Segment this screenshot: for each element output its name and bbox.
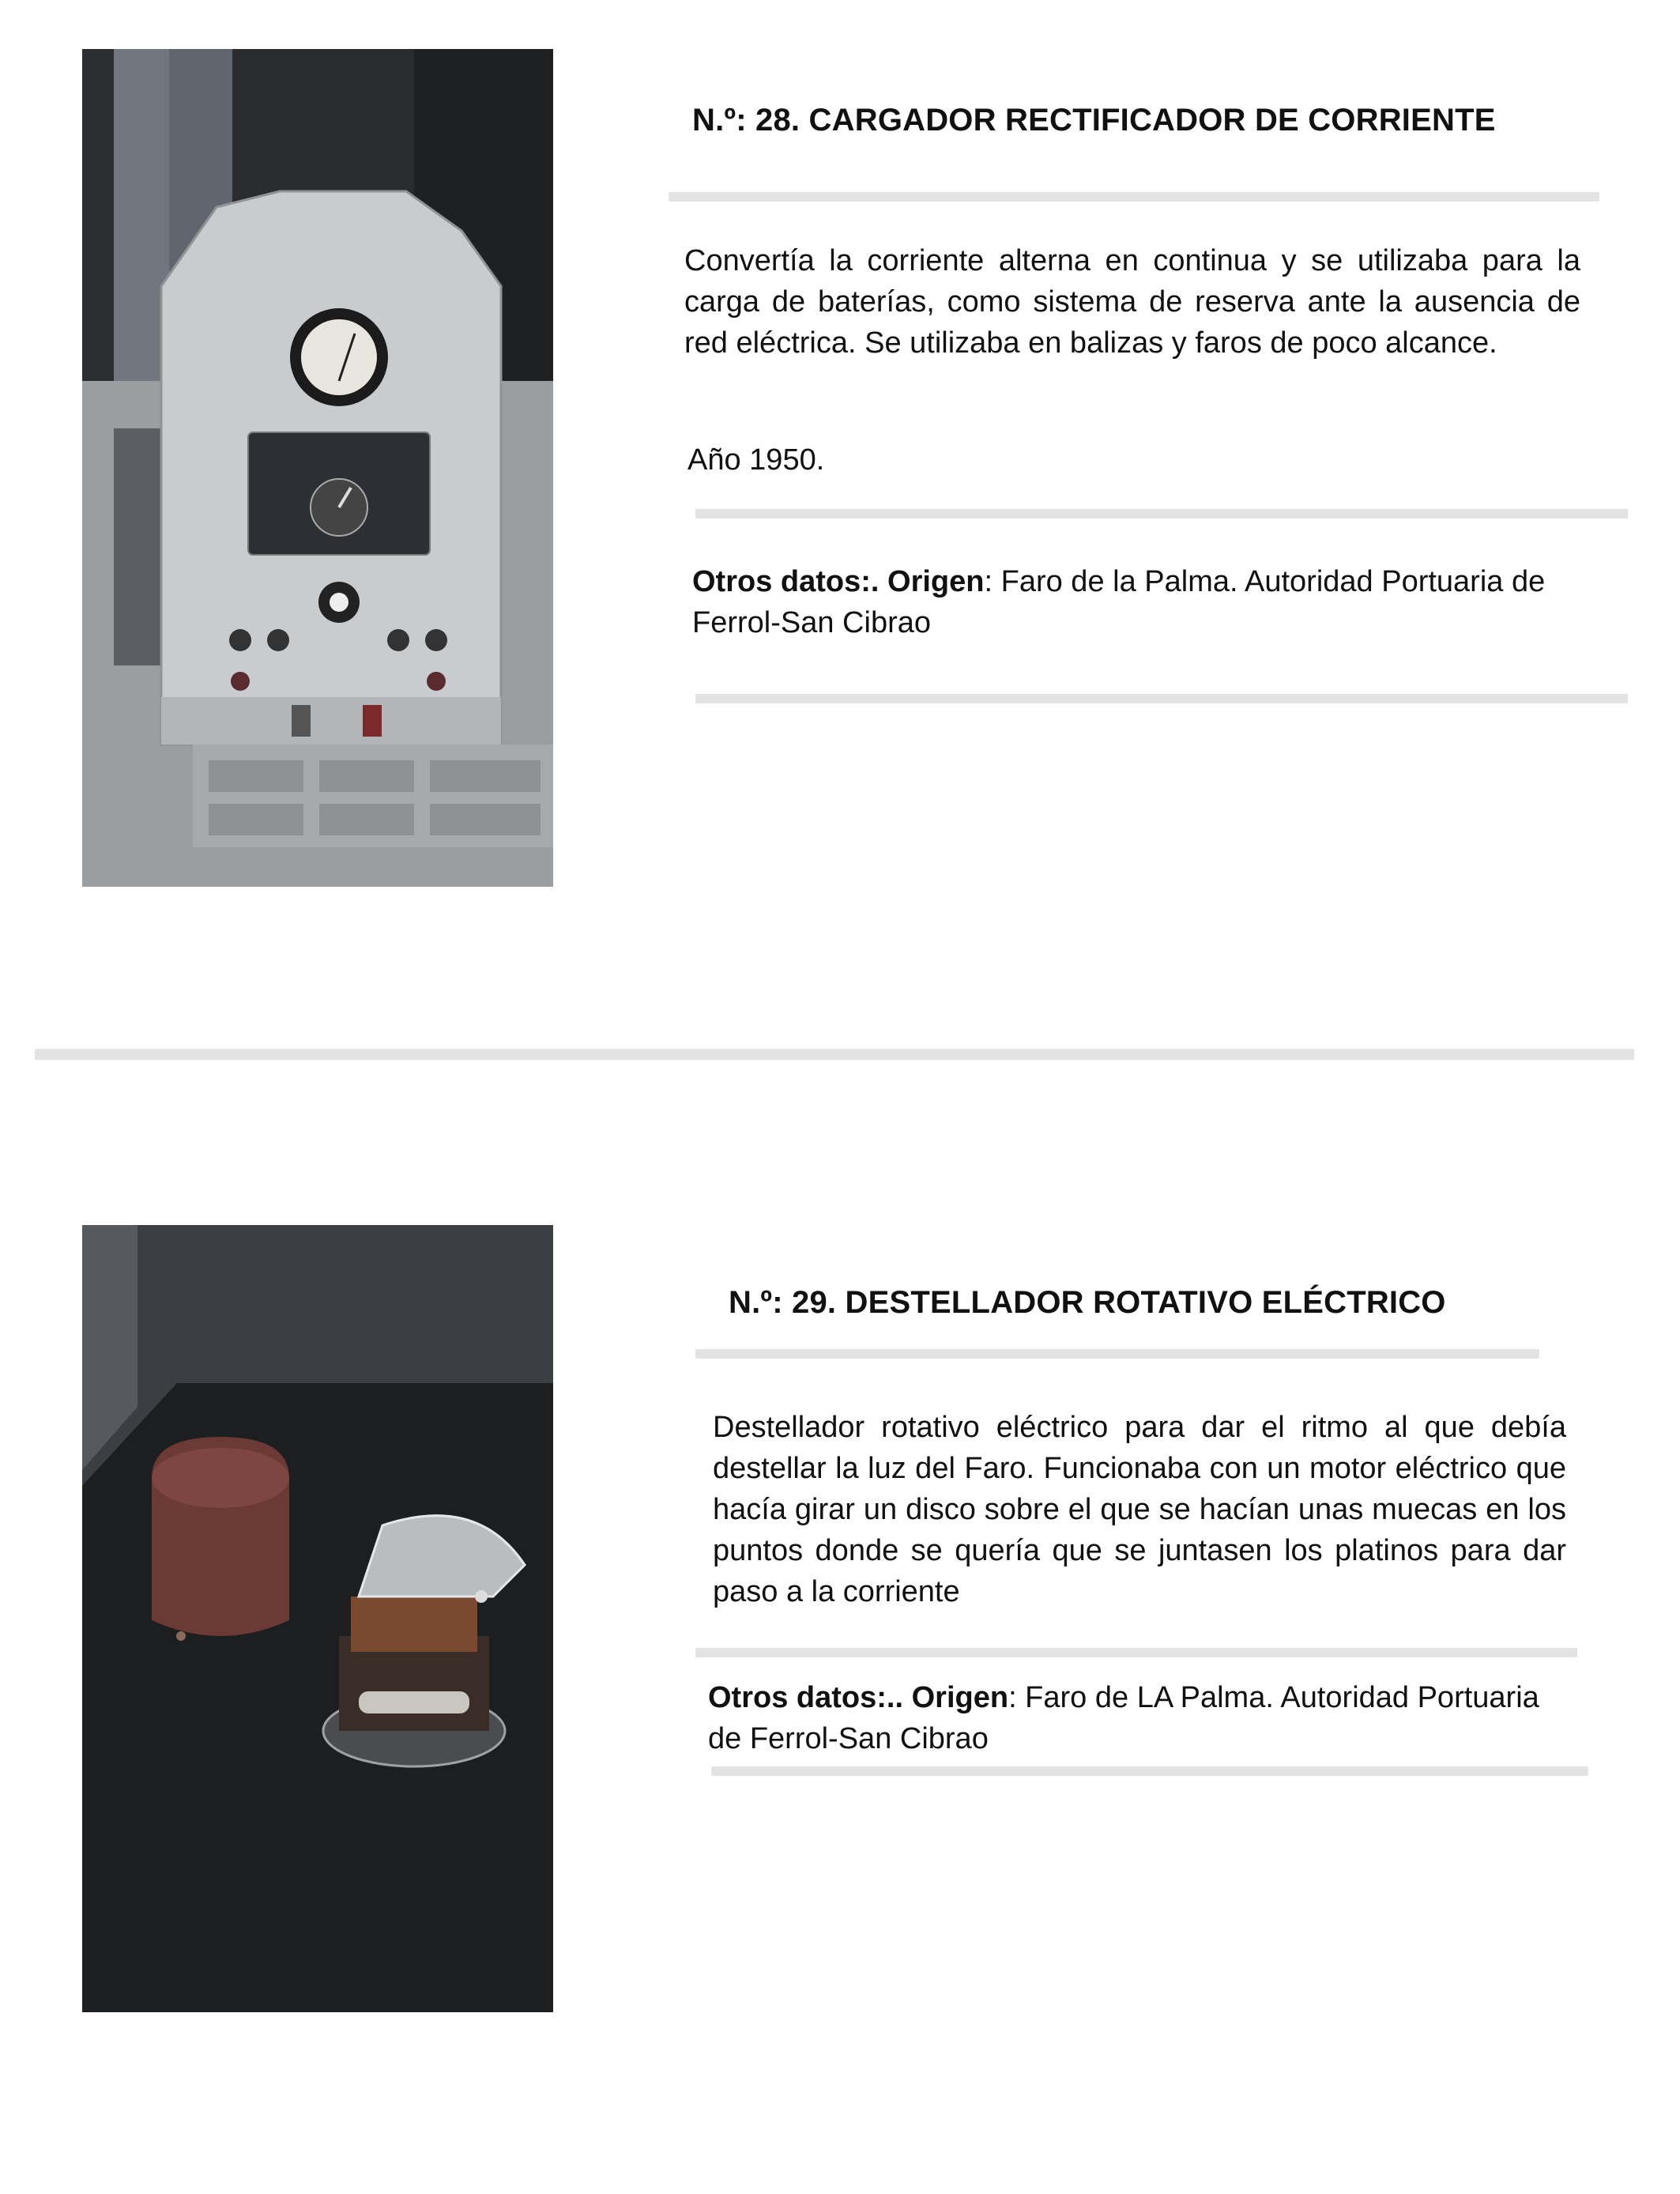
rectifier-charger-photo bbox=[82, 49, 553, 887]
divider bbox=[711, 1766, 1588, 1776]
rotary-flasher-photo bbox=[82, 1225, 553, 2012]
other-data-label: Otros datos: bbox=[708, 1681, 887, 1714]
item-year: Año 1950. bbox=[687, 443, 825, 477]
section-separator bbox=[35, 1049, 1634, 1060]
origin-text: : Faro de LA Palma. Autoridad Portuaria de Ferrol-San Cibrao bbox=[708, 1681, 1539, 1755]
divider bbox=[695, 694, 1628, 703]
origin-text: : Faro de la Palma. Autoridad Portuaria de Ferrol-San Cibrao bbox=[692, 565, 1546, 639]
item-description: Destellador rotativo eléctrico para dar el ritmo al que debía destellar la luz del Faro. Funcionaba con un motor eléctrico que hacía girar un disco sobre el que se hacían unas muecas en los puntos donde se quería que se juntasen los platinos para dar paso a la corriente bbox=[713, 1411, 1566, 1608]
item-description: Convertía la corriente alterna en continua y se utilizaba para la carga de baterías, como sistema de reserva ante la ausencia de red eléctrica. Se utilizaba en balizas y faros de poco alcance. bbox=[684, 244, 1580, 360]
divider bbox=[695, 1648, 1577, 1657]
other-data bbox=[708, 1677, 1577, 1759]
item-title: N.º: 28. CARGADOR RECTIFICADOR DE CORRIENTE bbox=[692, 103, 1496, 138]
divider bbox=[695, 1349, 1539, 1359]
other-data-sep: . bbox=[870, 565, 888, 598]
other-data bbox=[692, 561, 1561, 643]
divider bbox=[669, 192, 1599, 202]
item-title: N.º: 29. DESTELLADOR ROTATIVO ELÉCTRICO bbox=[729, 1285, 1446, 1320]
other-data-label: Otros datos: bbox=[692, 565, 871, 598]
divider bbox=[695, 509, 1628, 518]
origin-label: Origen bbox=[911, 1681, 1009, 1714]
origin-label: Origen bbox=[887, 565, 985, 598]
other-data-sep: .. bbox=[886, 1681, 912, 1714]
